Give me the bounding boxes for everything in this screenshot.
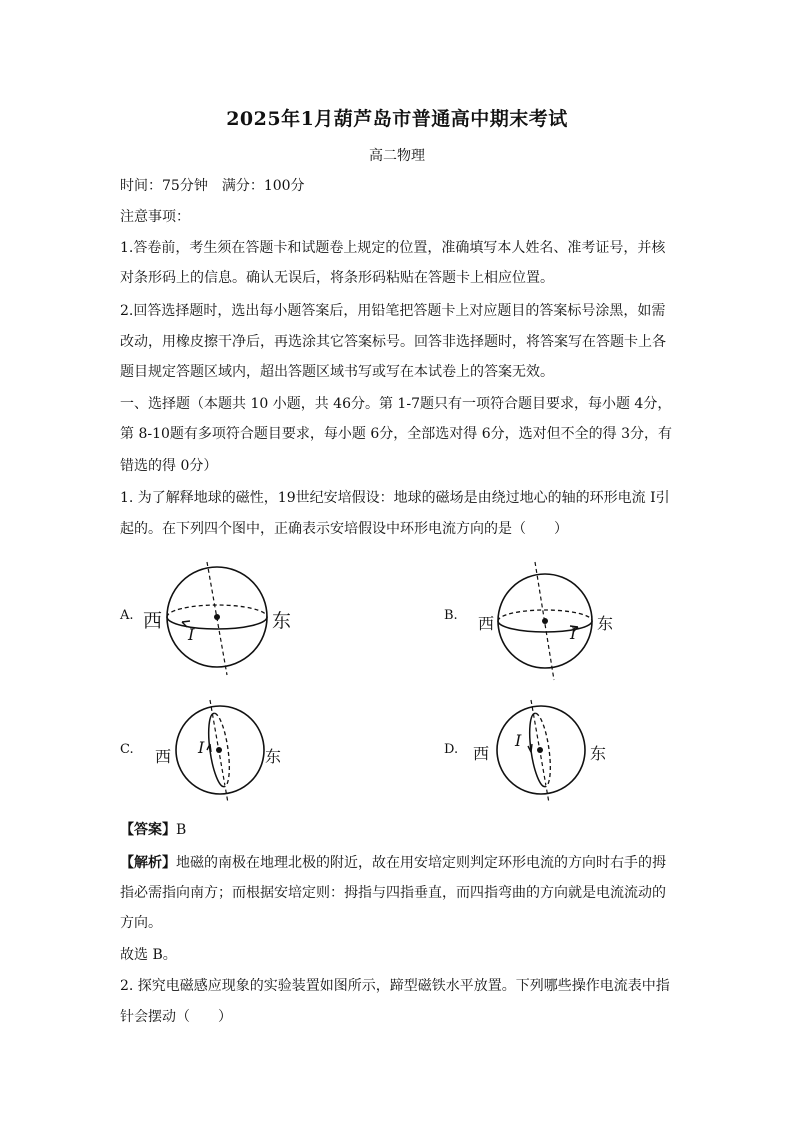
instruction-2-line-2: 改动，用橡皮擦干净后，再选涂其它答案标号。回答非选择题时，将答案写在答题卡上各: [120, 334, 666, 350]
answer-tag: 【答案】: [120, 822, 176, 838]
instruction-2-line-3: 题目规定答题区域内，超出答题区域书写或写在本试卷上的答案无效。: [120, 364, 554, 380]
option-d-label: D.: [444, 742, 459, 757]
option-c-current-label: I: [198, 738, 205, 757]
option-b-east-label: 东: [597, 614, 614, 633]
option-b-center-dot: [542, 618, 548, 624]
instruction-1-line-1: 1.答卷前，考生须在答题卡和试题卷上规定的位置，准确填写本人姓名、准考证号，并核: [120, 240, 666, 256]
question1-stem-line-2: 起的。在下列四个图中，正确表示安培假设中环形电流方向的是（ ）: [120, 521, 568, 537]
question1-analysis-line-1: [120, 853, 680, 873]
option-c-label: C.: [120, 742, 134, 757]
notes-heading: 注意事项：: [120, 209, 190, 225]
section1-heading-line-1: 一、选择题（本题共 10 小题，共 46分。第 1-7题只有一项符合题目要求，每小题 4分，: [120, 396, 672, 412]
option-a-globe-diagram: [160, 560, 280, 680]
option-d-current-label: I: [515, 731, 522, 750]
option-b-globe-diagram: [490, 562, 600, 682]
analysis-text-1: 地磁的南极在地理北极的附近，故在用安培定则判定环形电流的方向时右手的拇: [176, 855, 666, 871]
option-c-globe-diagram: [172, 700, 272, 805]
option-b-label: B.: [444, 608, 458, 623]
question1-answer: [120, 820, 680, 840]
question1-analysis-line-2: 指必需指向南方；而根据安培定则：拇指与四指垂直，而四指弯曲的方向就是电流流动的: [120, 885, 666, 901]
question1-conclusion: 故选 B。: [120, 947, 177, 963]
option-a-west-label: 西: [143, 610, 163, 632]
exam-subject: 高二物理: [369, 148, 425, 164]
option-a-label: A.: [120, 608, 134, 623]
option-b-current-label: I: [570, 624, 577, 643]
instruction-1-line-2: 对条形码上的信息。确认无误后，将条形码粘贴在答题卡上相应位置。: [120, 270, 554, 286]
question1-stem-line-1: 1. 为了解释地球的磁性，19世纪安培假设：地球的磁场是由绕过地心的轴的环形电流 I引: [120, 490, 670, 506]
exam-time-info: 时间：75分钟 满分：100分: [120, 178, 305, 194]
option-d-center-dot: [537, 747, 543, 753]
option-b-west-label: 西: [478, 614, 495, 633]
option-a-current-label: I: [188, 625, 195, 644]
option-c-east-label: 东: [265, 747, 282, 766]
exam-title: 2025年1月葫芦岛市普通高中期末考试: [226, 108, 568, 130]
option-d-west-label: 西: [473, 744, 490, 763]
question2-stem-line-1: 2. 探究电磁感应现象的实验装置如图所示，蹄型磁铁水平放置。下列哪些操作电流表中指: [120, 978, 670, 994]
section1-heading-line-2: 第 8-10题有多项符合题目要求，每小题 6分，全部选对得 6分，选对但不全的得 3分，有: [120, 426, 672, 442]
option-a-center-dot: [214, 614, 220, 620]
instruction-2-line-1: 2.回答选择题时，选出每小题答案后，用铅笔把答题卡上对应题目的答案标号涂黑，如需: [120, 303, 666, 319]
section1-heading-line-3: 错选的得 0分）: [120, 458, 218, 474]
answer-value: B: [176, 822, 187, 838]
option-c-center-dot: [216, 747, 222, 753]
option-c-west-label: 西: [155, 747, 172, 766]
option-d-east-label: 东: [590, 744, 607, 763]
question2-stem-line-2: 针会摆动（ ）: [120, 1009, 232, 1025]
option-d-globe-diagram: [493, 700, 593, 805]
question1-analysis-line-3: 方向。: [120, 915, 162, 931]
option-a-east-label: 东: [272, 610, 292, 632]
analysis-tag: 【解析】: [120, 855, 176, 871]
